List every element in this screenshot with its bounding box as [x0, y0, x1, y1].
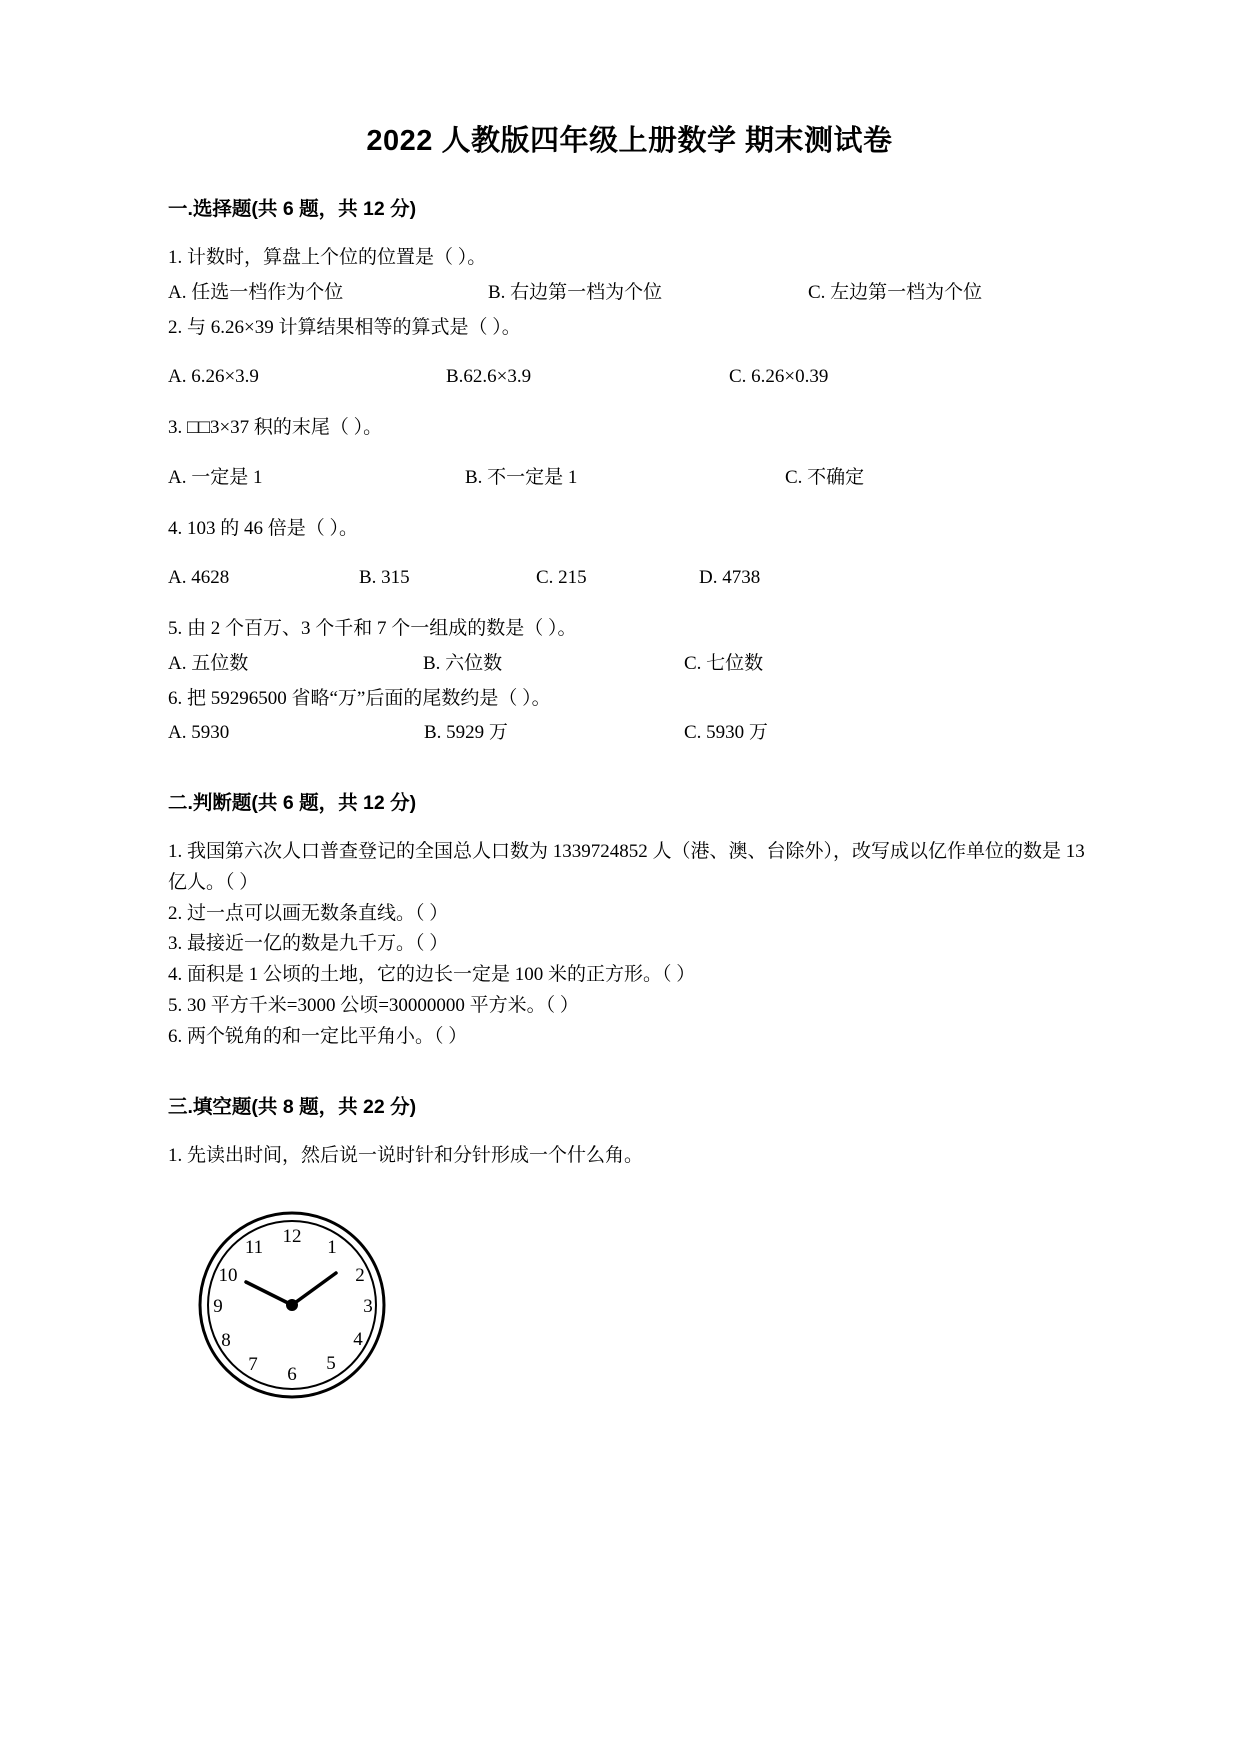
option-b: B.62.6×3.9 [446, 366, 532, 388]
truefalse-item: 4. 面积是 1 公顷的土地，它的边长一定是 100 米的正方形。（ ） [168, 964, 696, 986]
svg-text:9: 9 [213, 1296, 223, 1318]
option-c: C. 215 [536, 567, 587, 589]
svg-text:5: 5 [326, 1353, 336, 1375]
option-a: A. 6.26×3.9 [168, 366, 259, 388]
clock-face-icon [192, 1205, 392, 1405]
svg-text:6: 6 [287, 1364, 297, 1386]
svg-text:3: 3 [363, 1296, 373, 1318]
svg-text:4: 4 [353, 1329, 363, 1351]
clock-illustration [192, 1205, 1091, 1410]
option-a: A. 五位数 [168, 652, 249, 674]
question-options [168, 563, 1091, 594]
truefalse-item: 5. 30 平方千米=3000 公顷=30000000 平方米。（ ） [168, 995, 579, 1017]
option-c: C. 七位数 [684, 652, 764, 674]
svg-text:7: 7 [248, 1354, 258, 1376]
question-options [168, 718, 1091, 749]
section-heading-truefalse: 二.判断题(共 6 题，共 12 分) [168, 792, 417, 815]
question-stem: 2. 与 6.26×39 计算结果相等的算式是（ ）。 [168, 316, 521, 338]
svg-text:10: 10 [218, 1265, 238, 1287]
option-d: D. 4738 [699, 567, 761, 589]
option-a: A. 4628 [168, 567, 230, 589]
option-c: C. 左边第一档为个位 [808, 281, 983, 303]
option-b: B. 不一定是 1 [465, 466, 578, 488]
question-stem: 3. □□3×37 积的末尾（ ）。 [168, 417, 383, 439]
option-a: A. 5930 [168, 722, 230, 744]
section-heading-fillblank: 三.填空题(共 8 题，共 22 分) [168, 1095, 417, 1118]
question-options [168, 362, 1091, 393]
option-c: C. 不确定 [785, 466, 865, 488]
question-stem: 5. 由 2 个百万、3 个千和 7 个一组成的数是（ ）。 [168, 618, 577, 640]
svg-text:1: 1 [327, 1237, 337, 1259]
option-a: A. 任选一档作为个位 [168, 281, 344, 303]
option-c: C. 6.26×0.39 [729, 366, 829, 388]
question-options [168, 463, 1091, 494]
svg-text:11: 11 [244, 1237, 264, 1259]
svg-text:2: 2 [355, 1265, 365, 1287]
question-options [168, 649, 1091, 680]
page-title: 2022 人教版四年级上册数学 期末测试卷 [366, 125, 893, 157]
option-b: B. 5929 万 [424, 722, 508, 744]
svg-text:12: 12 [282, 1226, 302, 1248]
option-c: C. 5930 万 [684, 722, 768, 744]
truefalse-item: 2. 过一点可以画无数条直线。（ ） [168, 902, 449, 924]
fillblank-item: 1. 先读出时间，然后说一说时针和分针形成一个什么角。 [168, 1144, 644, 1166]
option-a: A. 一定是 1 [168, 466, 263, 488]
truefalse-item: 1. 我国第六次人口普查登记的全国总人口数为 1339724852 人（港、澳、台除外），改写成以亿作单位的数是 13 亿人。（ ） [168, 841, 1085, 893]
question-stem: 1. 计数时，算盘上个位的位置是（ ）。 [168, 247, 487, 268]
question-stem: 4. 103 的 46 倍是（ ）。 [168, 517, 359, 539]
truefalse-item: 6. 两个锐角的和一定比平角小。（ ） [168, 1025, 468, 1047]
svg-text:8: 8 [221, 1330, 231, 1352]
question-options [168, 278, 1091, 309]
option-b: B. 315 [359, 567, 410, 589]
question-stem: 6. 把 59296500 省略“万”后面的尾数约是（ ）。 [168, 687, 551, 709]
option-b: B. 六位数 [423, 652, 503, 674]
option-b: B. 右边第一档为个位 [488, 281, 663, 303]
truefalse-item: 3. 最接近一亿的数是九千万。（ ） [168, 933, 449, 955]
section-heading-choice: 一.选择题(共 6 题，共 12 分) [168, 198, 417, 220]
